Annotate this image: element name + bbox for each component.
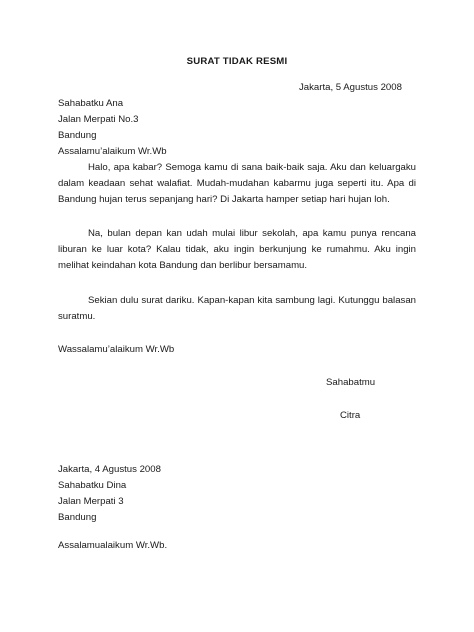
second-letter-header (58, 462, 161, 526)
recipient-city: Bandung (58, 130, 97, 141)
recipient-address (58, 96, 167, 160)
paragraph-2 (58, 226, 416, 274)
second-greeting: Assalamualaikum Wr.Wb. (58, 540, 168, 551)
letter-date: Jakarta, 5 Agustus 2008 (299, 82, 402, 93)
second-recipient-street: Jalan Merpati 3 (58, 496, 124, 507)
paragraph-2-text: Na, bulan depan kan udah mulai libur sekolah, apa kamu punya rencana liburan ke luar kota? Kalau tidak, aku ingin berkunjung ke rumahmu. Aku ingin melihat keindahan kota Bandung dan berlibur bersamamu. (58, 228, 416, 271)
second-recipient-city: Bandung (58, 512, 97, 523)
signoff: Sahabatmu (326, 377, 376, 388)
recipient-street: Jalan Merpati No.3 (58, 114, 139, 125)
paragraph-3-text: Sekian dulu surat dariku. Kapan-kapan kita sambung lagi. Kutunggu balasan suratmu. (58, 295, 416, 322)
recipient-name: Sahabatku Ana (58, 98, 124, 109)
paragraph-1 (58, 160, 416, 208)
greeting: Assalamu’alaikum Wr.Wb (58, 146, 167, 157)
second-recipient-name: Sahabatku Dina (58, 480, 127, 491)
second-letter-date: Jakarta, 4 Agustus 2008 (58, 464, 161, 475)
letter-title: SURAT TIDAK RESMI (186, 56, 288, 67)
paragraph-1-text: Halo, apa kabar? Semoga kamu di sana baik-baik saja. Aku dan keluargaku dalam keadaan sehat walafiat. Mudah-mudahan kabarmu juga seperti itu. Apa di Bandung hujan terus sepanjang hari? Di Jakarta hamper setiap hari hujan loh. (58, 162, 416, 205)
closing: Wassalamu’alaikum Wr.Wb (58, 344, 175, 355)
paragraph-3 (58, 293, 416, 325)
signer-name: Citra (340, 410, 361, 421)
